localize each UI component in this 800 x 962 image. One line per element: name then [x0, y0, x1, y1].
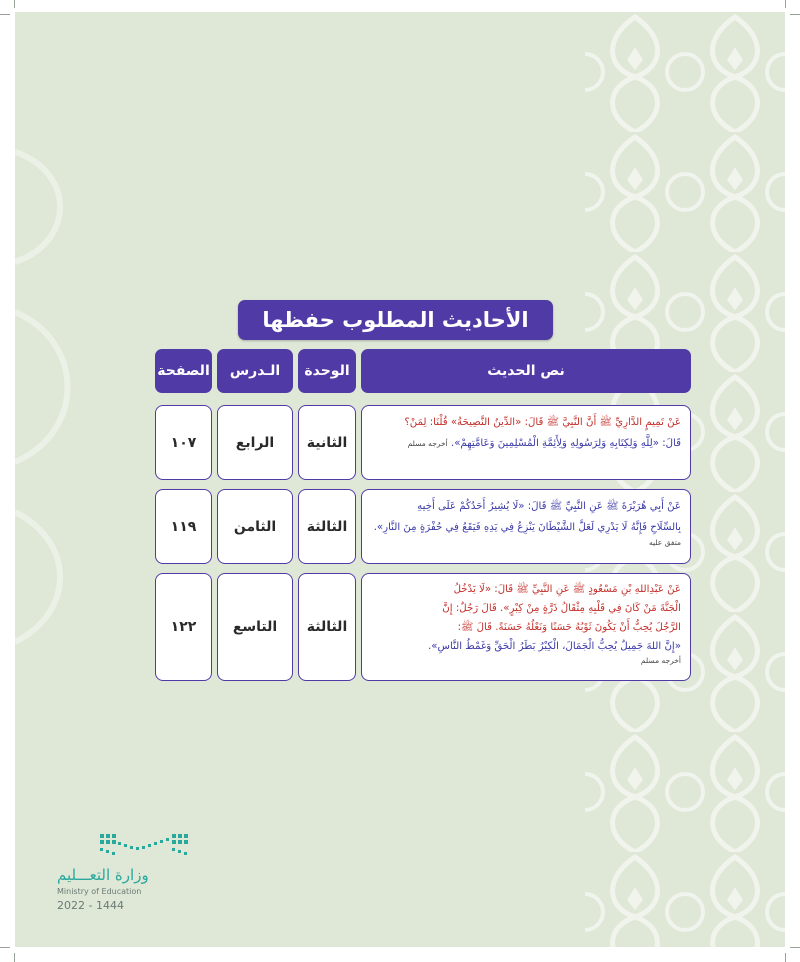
hadith-source: متفق عليه [649, 538, 681, 547]
crop-mark [14, 953, 15, 962]
ministry-name-arabic: وزارة التعـــليم [57, 866, 149, 884]
page-number-cell: ١٢٢ [155, 573, 212, 681]
crop-mark [785, 953, 786, 962]
lesson-cell: الرابع [217, 405, 293, 480]
hadith-line-text: قَالَ: «لِلَّهِ وَلِكِتَابِهِ وَلِرَسُولِهِ وَلِأَئِمَّةِ الْمُسْلِمِينَ وَعَامَّتِهِمْ». [450, 438, 681, 449]
hadith-text-row-2 [361, 489, 691, 564]
crop-mark [790, 14, 800, 15]
unit-cell: الثانية [298, 405, 356, 480]
hadith-line: الْجَنَّةَ مَنْ كَانَ فِي قَلْبِهِ مِثْقَالُ ذَرَّةٍ مِنْ كِبْرٍ». قَالَ رَجُلٌ: إِنَّ [442, 603, 681, 614]
hadith-line: بِالسِّلَاحِ فَإِنَّهُ لَا يَدْرِي لَعَلَّ الشَّيْطَانَ يَنْزِعُ فِي يَدِهِ فَيَقَعُ فِي حُفْرَةٍ مِنَ النَّارِ». [373, 522, 681, 533]
page-title: الأحاديث المطلوب حفظها [238, 300, 553, 340]
hadith-line: عَنْ أَبِي هُرَيْرَةَ ﷺ عَنِ النَّبِيِّ ﷺ قَالَ: «لَا يُشِيرُ أَحَدُكُمْ عَلَى أَخِيهِ [417, 501, 681, 512]
hadith-line: عَنْ تَمِيمٍ الدَّارِيِّ ﷺ أَنَّ النَّبِيَّ ﷺ قَالَ: «الدِّينُ النَّصِيحَةُ» قُلْنَا: لِمَنْ؟ [404, 417, 681, 428]
hadith-text-row-3 [361, 573, 691, 681]
year-label: 2022 - 1444 [57, 899, 124, 912]
hadith-line: الرَّجُلَ يُحِبُّ أَنْ يَكُونَ ثَوْبُهُ حَسَنًا وَنَعْلُهُ حَسَنَةً. قَالَ ﷺ: [457, 622, 681, 633]
lesson-cell: الثامن [217, 489, 293, 564]
header-hadith: نص الحديث [361, 349, 691, 393]
hadith-line [371, 433, 681, 454]
page-number-cell: ١٠٧ [155, 405, 212, 480]
crop-mark [14, 0, 15, 8]
hadith-line: عَنْ عَبْدِاللهِ بْنِ مَسْعُودٍ ﷺ عَنِ النَّبِيِّ ﷺ قَالَ: «لَا يَدْخُلُ [453, 584, 681, 595]
crop-mark [0, 14, 10, 15]
unit-cell: الثالثة [298, 489, 356, 564]
crop-mark [785, 0, 786, 8]
header-unit: الوحدة [298, 349, 356, 393]
header-lesson: الـدرس [217, 349, 293, 393]
unit-cell: الثالثة [298, 573, 356, 681]
page-number-cell: ١١٩ [155, 489, 212, 564]
crop-mark [0, 947, 10, 948]
crop-mark [790, 947, 800, 948]
lesson-cell: التاسع [217, 573, 293, 681]
ministry-logo-icon [98, 830, 190, 860]
hadith-source: أخرجه مسلم [407, 439, 448, 448]
header-page: الصفحة [155, 349, 212, 393]
ministry-name-english: Ministry of Education [57, 887, 142, 896]
hadith-text-row-1 [361, 405, 691, 480]
hadith-source: أخرجه مسلم [640, 656, 681, 665]
hadith-line: «إِنَّ اللهَ جَمِيلٌ يُحِبُّ الْجَمَالَ، الْكِبْرُ بَطَرُ الْحَقِّ وَغَمْطُ النَّاسِ». [428, 641, 681, 652]
